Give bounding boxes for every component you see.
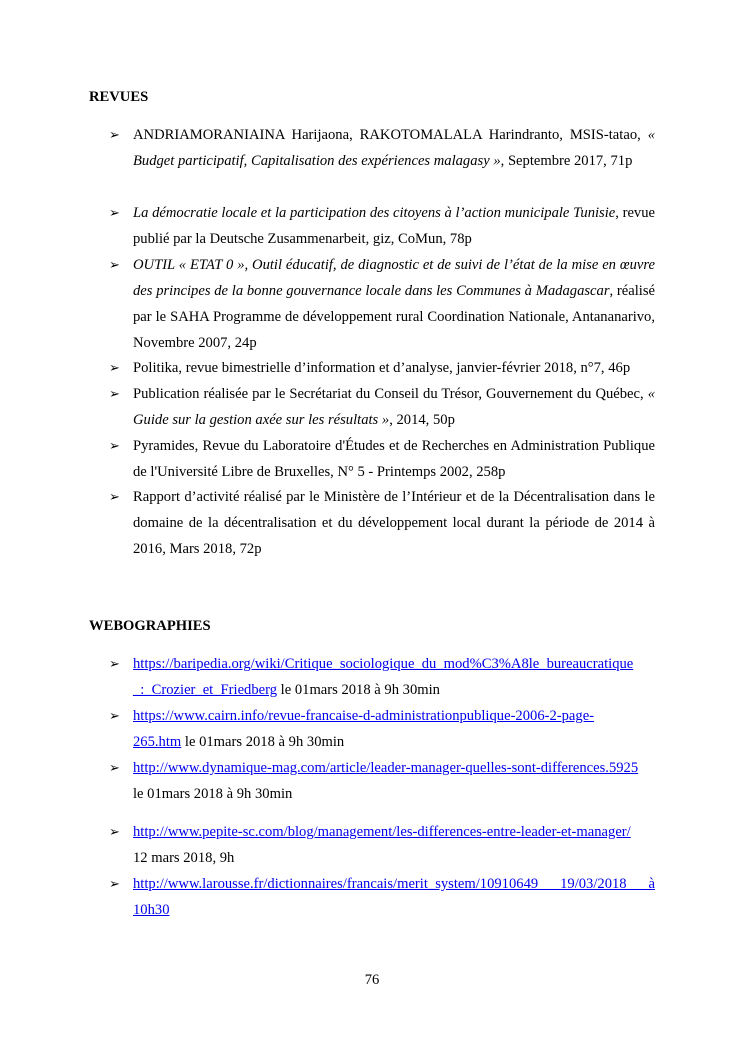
bullet-icon: ➢: [109, 656, 120, 671]
revue-text: , 2014, 50p: [389, 412, 455, 428]
revue-item: [133, 381, 655, 433]
web-link-continued[interactable]: 10h30: [133, 902, 170, 918]
web-item: [133, 871, 655, 923]
revue-item: [133, 355, 655, 381]
bullet-icon: ➢: [109, 708, 120, 723]
access-date: le 01mars 2018 à 9h 30min: [133, 786, 293, 802]
revue-item: [133, 252, 655, 356]
revue-text: Politika, revue bimestrielle d’information et d’analyse, janvier-février 2018, n°7, 46p: [133, 360, 631, 376]
revue-text: Rapport d’activité réalisé par le Ministère de l’Intérieur et de la Décentralisation dans le domaine de la décentralisation et du développement local durant la période de 2014 à 2016, Mars 2018, 72p: [133, 489, 655, 557]
page-number: 76: [364, 972, 380, 988]
revue-title: La démocratie locale et la participation des citoyens à l’action municipale Tunisie: [133, 205, 616, 221]
bullet-icon: ➢: [109, 824, 120, 839]
web-link-continued[interactable]: _:_Crozier_et_Friedberg: [133, 682, 278, 698]
bullet-icon: ➢: [109, 205, 120, 220]
web-link[interactable]: http://www.larousse.fr/dictionnaires/francais/merit_system/10910649 19/03/2018 à: [133, 876, 655, 892]
revue-text: Pyramides, Revue du Laboratoire d'Études et de Recherches en Administration Publique de l'Université Libre de Bruxelles, N° 5 - Printemps 2002, 258p: [133, 438, 655, 480]
revue-item: [133, 122, 655, 174]
bullet-icon: ➢: [109, 386, 120, 401]
web-link[interactable]: http://www.dynamique-mag.com/article/leader-manager-quelles-sont-differences.5925: [133, 760, 639, 776]
web-item: [133, 651, 655, 703]
revue-text: , réalisé par le SAHA Programme de développement rural Coordination Nationale, Antananarivo, Novembre 2007, 24p: [133, 283, 655, 351]
bullet-icon: ➢: [109, 360, 120, 375]
revue-item: [133, 200, 655, 252]
section-heading-webographies: WEBOGRAPHIES: [89, 618, 211, 634]
revue-item: [133, 484, 655, 562]
revue-item: [133, 433, 655, 485]
web-link[interactable]: http://www.pepite-sc.com/blog/management/les-differences-entre-leader-et-manager/: [133, 824, 631, 840]
revue-title: « Budget participatif, Capitalisation des expériences malagasy »: [133, 127, 655, 169]
revue-title: OUTIL « ETAT 0 », Outil éducatif, de diagnostic et de suivi de l’état de la mise en œuvre des principes de la bonne gouvernance locale dans les Communes à Madagascar: [133, 257, 655, 299]
revue-text: , revue publié par la Deutsche Zusammenarbeit, giz, CoMun, 78p: [133, 205, 656, 247]
bullet-icon: ➢: [109, 489, 120, 504]
section-heading-revues: REVUES: [89, 89, 149, 105]
access-date: le 01mars 2018 à 9h 30min: [277, 682, 440, 698]
revue-text: Publication réalisée par le Secrétariat du Conseil du Trésor, Gouvernement du Québec,: [133, 386, 648, 402]
web-link[interactable]: https://baripedia.org/wiki/Critique_sociologique_du_mod%C3%A8le_bureaucratique: [133, 656, 634, 672]
web-item: [133, 703, 655, 755]
access-date: 12 mars 2018, 9h: [133, 850, 235, 866]
revue-text: ANDRIAMORANIAINA Harijaona, RAKOTOMALALA Harindranto, MSIS-tatao,: [133, 127, 641, 143]
bullet-icon: ➢: [109, 127, 120, 142]
bullet-icon: ➢: [109, 257, 120, 272]
access-date: le 01mars 2018 à 9h 30min: [181, 734, 345, 750]
revue-title: « Guide sur la gestion axée sur les résultats »: [133, 386, 655, 428]
web-item: [133, 819, 655, 871]
web-item: [133, 755, 655, 807]
bullet-icon: ➢: [109, 876, 120, 891]
revue-text: , Septembre 2017, 71p: [500, 153, 633, 169]
bullet-icon: ➢: [109, 760, 120, 775]
web-link-continued[interactable]: 265.htm: [133, 734, 182, 750]
bullet-icon: ➢: [109, 438, 120, 453]
web-link[interactable]: https://www.cairn.info/revue-francaise-d-administrationpublique-2006-2-page-: [133, 708, 595, 724]
